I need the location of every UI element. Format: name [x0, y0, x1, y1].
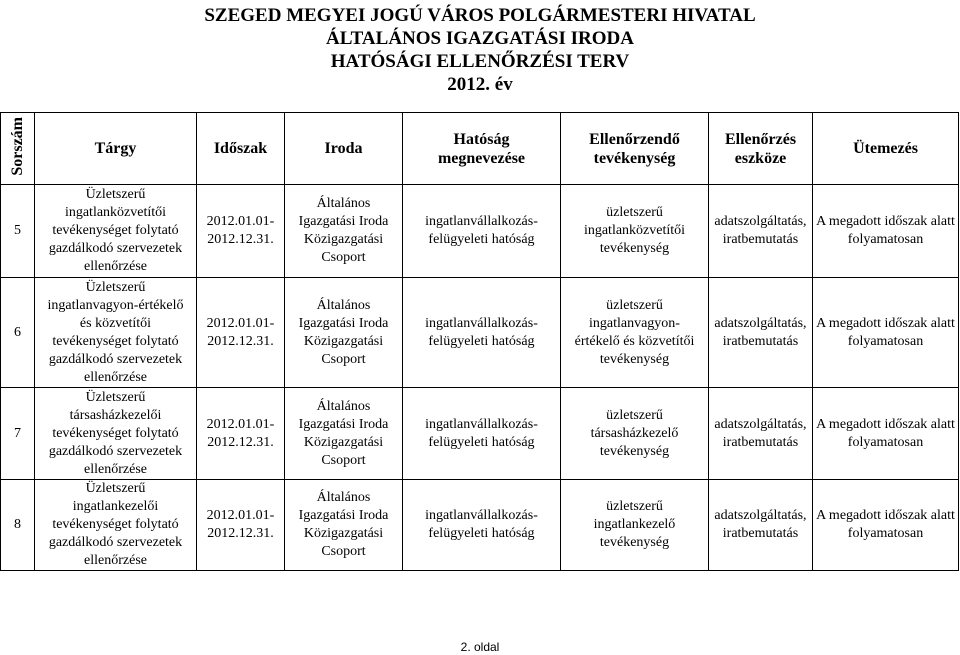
page-number: 2. oldal	[460, 640, 500, 654]
cell-eszkoze: adatszolgáltatás, iratbemutatás	[709, 185, 813, 278]
cell-targy: Üzletszerű ingatlankezelői tevékenységet folytató gazdálkodó szervezetek ellenőrzése	[35, 480, 197, 571]
col-header-iroda: Iroda	[285, 113, 403, 185]
cell-iroda: Általános Igazgatási Iroda Közigazgatási Csoport	[285, 278, 403, 388]
row-number: 7	[1, 388, 35, 480]
cell-idoszak: 2012.01.01- 2012.12.31.	[197, 480, 285, 571]
col-header-idoszak: Időszak	[197, 113, 285, 185]
cell-utemezes: A megadott időszak alatt folyamatosan	[813, 185, 959, 278]
table-row	[1, 388, 959, 480]
table-row	[1, 185, 959, 278]
cell-tevekenyseg: üzletszerű ingatlanközvetítői tevékenység	[561, 185, 709, 278]
cell-eszkoze: adatszolgáltatás, iratbemutatás	[709, 278, 813, 388]
table-row	[1, 480, 959, 571]
cell-targy: Üzletszerű ingatlanközvetítői tevékenységet folytató gazdálkodó szervezetek ellenőrzése	[35, 185, 197, 278]
cell-hatosag: ingatlanvállalkozás- felügyeleti hatóság	[403, 185, 561, 278]
row-number: 8	[1, 480, 35, 571]
col-header-hatosag: Hatóság megnevezése	[403, 113, 561, 185]
table-row	[1, 278, 959, 388]
col-header-eszkoze: Ellenőrzés eszköze	[709, 113, 813, 185]
cell-eszkoze: adatszolgáltatás, iratbemutatás	[709, 480, 813, 571]
cell-utemezes: A megadott időszak alatt folyamatosan	[813, 278, 959, 388]
title-line-plan: HATÓSÁGI ELLENŐRZÉSI TERV	[330, 51, 630, 72]
cell-tevekenyseg: üzletszerű ingatlanvagyon- értékelő és közvetítői tevékenység	[561, 278, 709, 388]
cell-targy: Üzletszerű ingatlanvagyon-értékelő és közvetítői tevékenységet folytató gazdálkodó szervezetek ellenőrzése	[35, 278, 197, 388]
title-line-office: SZEGED MEGYEI JOGÚ VÁROS POLGÁRMESTERI HIVATAL	[204, 5, 756, 26]
cell-hatosag: ingatlanvállalkozás- felügyeleti hatóság	[403, 278, 561, 388]
cell-iroda: Általános Igazgatási Iroda Közigazgatási Csoport	[285, 185, 403, 278]
cell-idoszak: 2012.01.01- 2012.12.31.	[197, 278, 285, 388]
cell-idoszak: 2012.01.01- 2012.12.31.	[197, 388, 285, 480]
cell-tevekenyseg: üzletszerű ingatlankezelő tevékenység	[561, 480, 709, 571]
row-number: 5	[1, 185, 35, 278]
col-header-utemezes: Ütemezés	[813, 113, 959, 185]
cell-hatosag: ingatlanvállalkozás- felügyeleti hatóság	[403, 480, 561, 571]
title-line-year: 2012. év	[447, 74, 513, 95]
cell-iroda: Általános Igazgatási Iroda Közigazgatási Csoport	[285, 388, 403, 480]
cell-idoszak: 2012.01.01- 2012.12.31.	[197, 185, 285, 278]
row-number: 6	[1, 278, 35, 388]
cell-utemezes: A megadott időszak alatt folyamatosan	[813, 480, 959, 571]
col-header-targy: Tárgy	[35, 113, 197, 185]
inspection-plan-table	[0, 112, 959, 571]
cell-hatosag: ingatlanvállalkozás- felügyeleti hatóság	[403, 388, 561, 480]
col-header-tevekenyseg: Ellenőrzendő tevékenység	[561, 113, 709, 185]
cell-eszkoze: adatszolgáltatás, iratbemutatás	[709, 388, 813, 480]
col-header-sorszam: Sorszám	[1, 113, 35, 185]
cell-utemezes: A megadott időszak alatt folyamatosan	[813, 388, 959, 480]
cell-tevekenyseg: üzletszerű társasházkezelő tevékenység	[561, 388, 709, 480]
cell-iroda: Általános Igazgatási Iroda Közigazgatási Csoport	[285, 480, 403, 571]
table-header-row	[1, 113, 959, 185]
document-title	[0, 4, 960, 96]
cell-targy: Üzletszerű társasházkezelői tevékenységet folytató gazdálkodó szervezetek ellenőrzése	[35, 388, 197, 480]
title-line-department: ÁLTALÁNOS IGAZGATÁSI IRODA	[326, 28, 634, 49]
